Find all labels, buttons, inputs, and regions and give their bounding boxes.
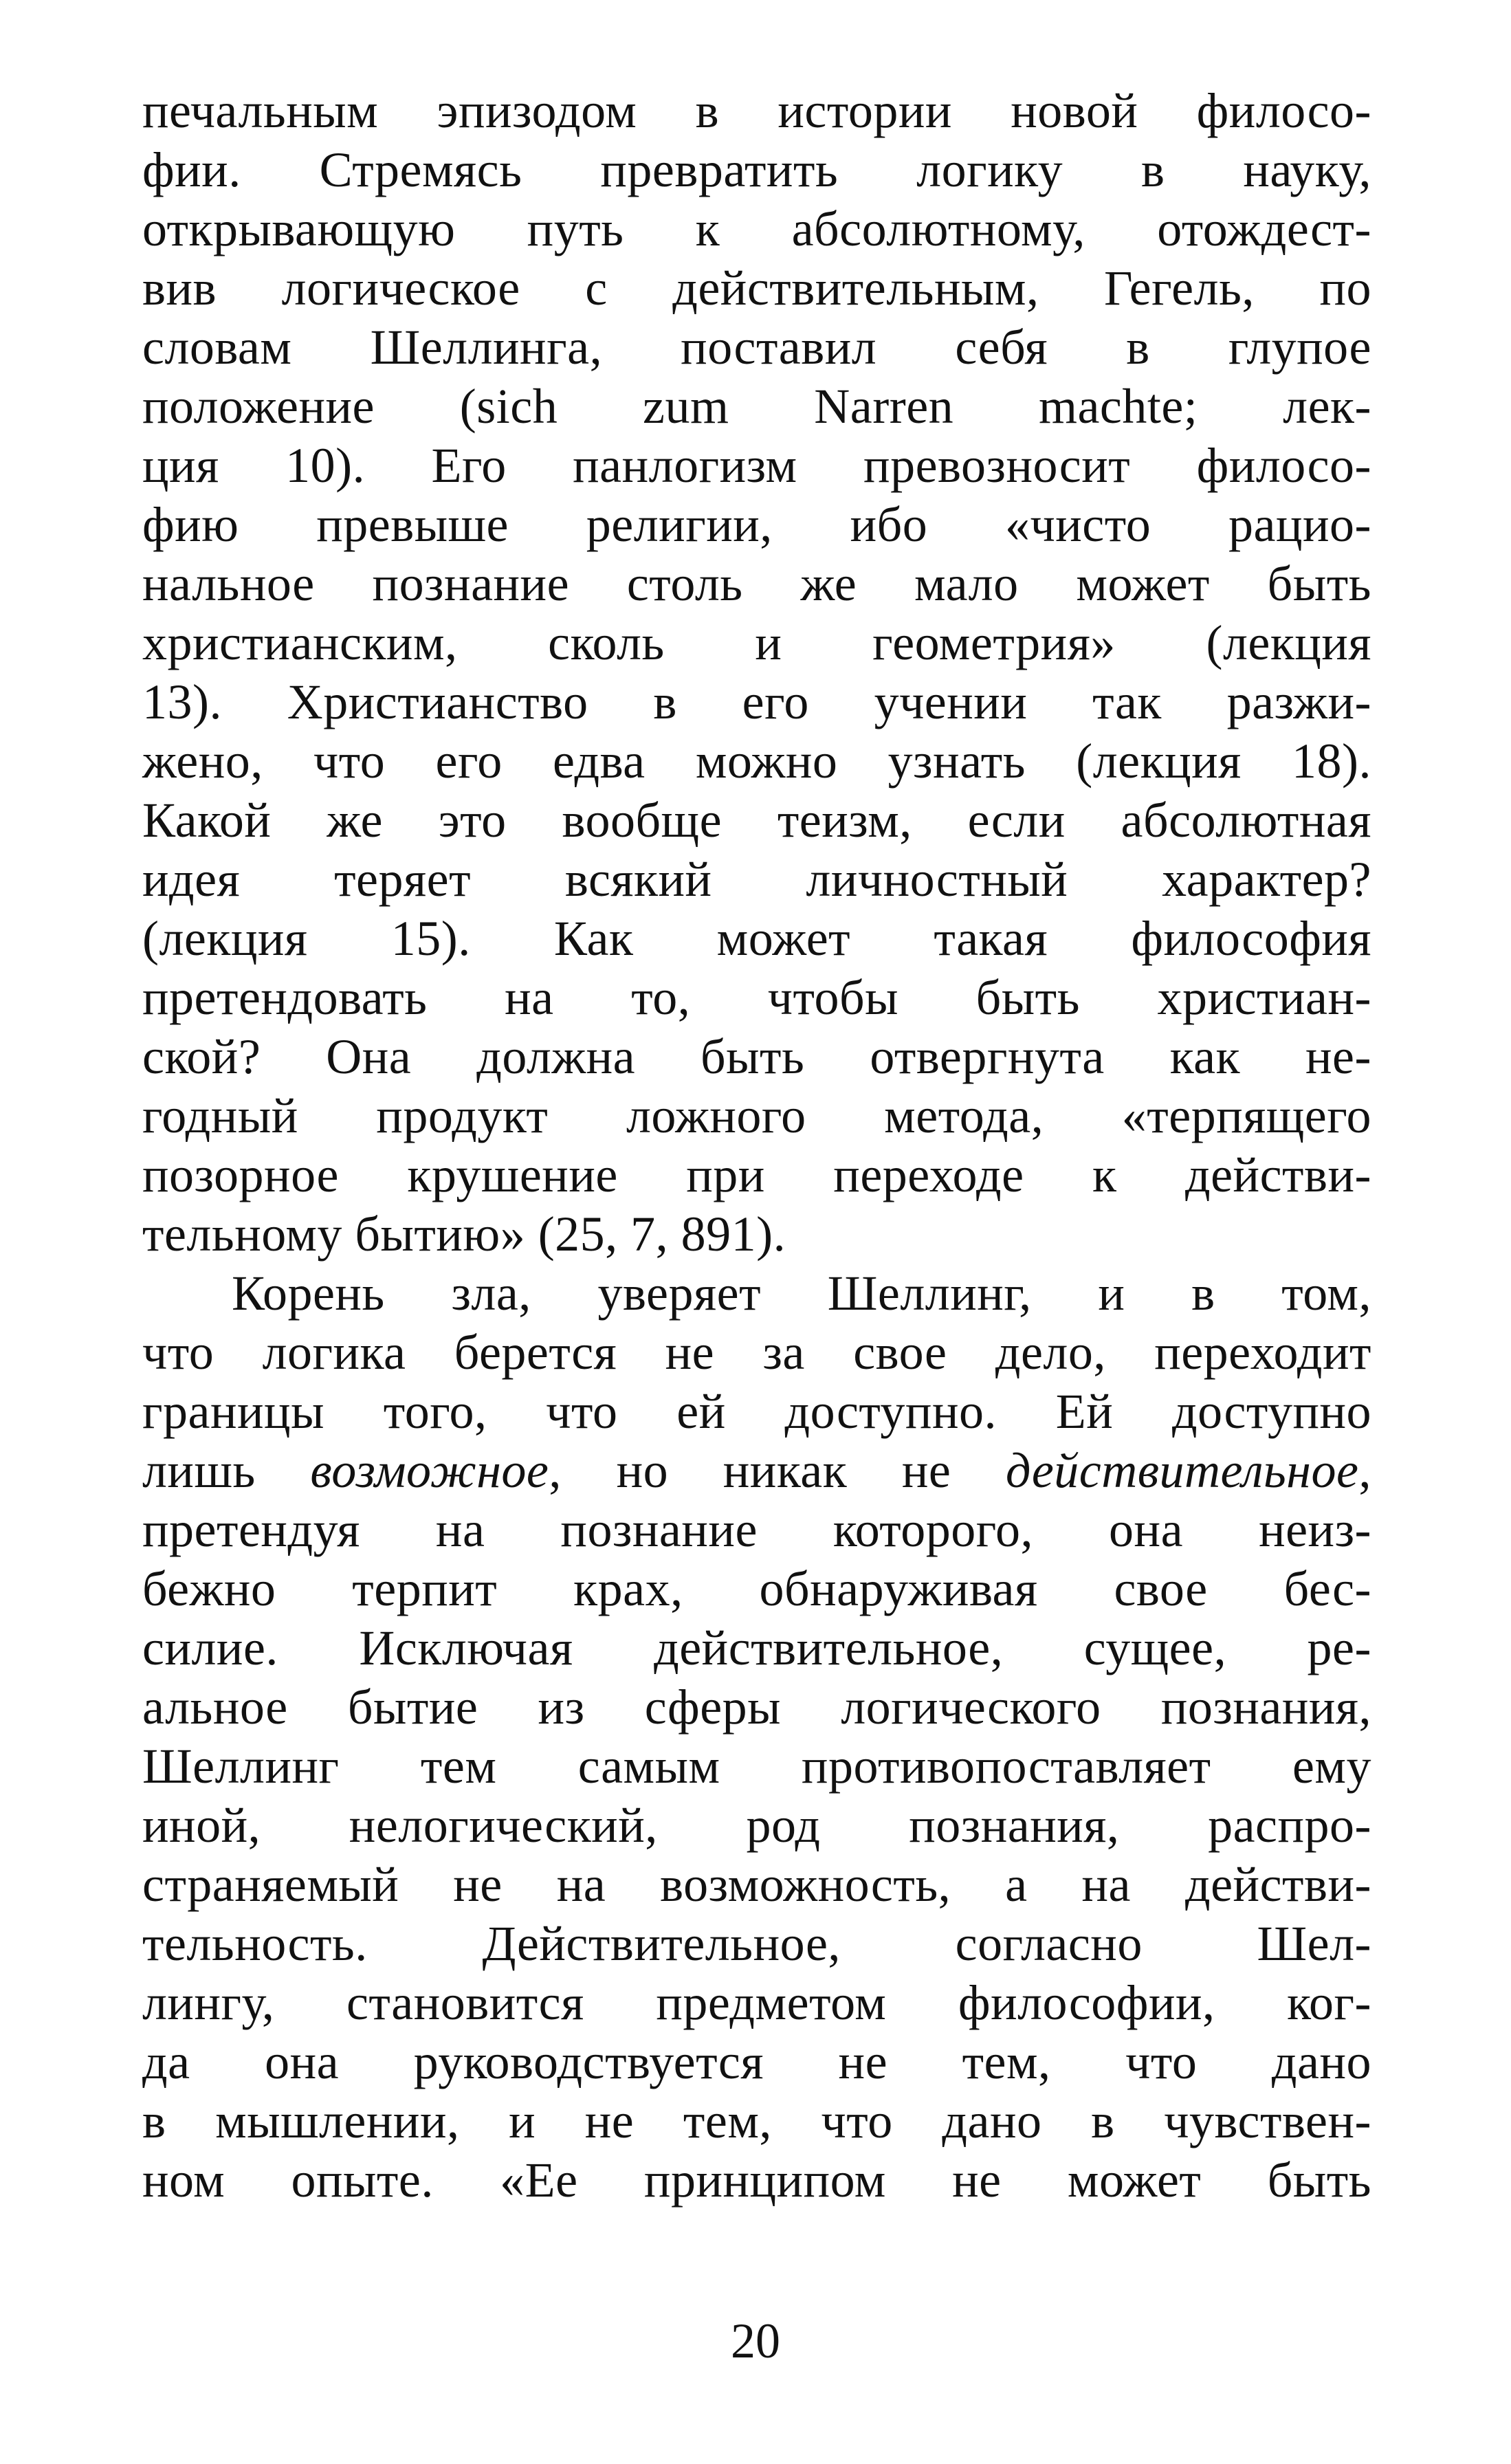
- text-line: претендуя на познание которого, она неиз-: [142, 1502, 1371, 1557]
- text-line: ской? Она должна быть отвергнута как не-: [142, 1029, 1371, 1084]
- text-line: иной, нелогический, род познания, распро-: [142, 1798, 1371, 1853]
- text-line: силие. Исключая действительное, сущее, ре-: [142, 1620, 1371, 1675]
- text-line: тельному бытию» (25, 7, 891).: [142, 1207, 786, 1262]
- text-line: Какой же это вообще теизм, если абсолютная: [142, 793, 1371, 848]
- text-line: христианским, сколь и геометрия» (лекция: [142, 615, 1371, 670]
- text-line: позорное крушение при переходе к действи-: [142, 1147, 1371, 1202]
- text-line: альное бытие из сферы логического познания,: [142, 1680, 1371, 1735]
- paragraph-1: [142, 81, 1371, 1264]
- text-line: жено, что его едва можно узнать (лекция 18).: [142, 734, 1371, 789]
- text-line-with-emphasis: [142, 1441, 1371, 1500]
- page-number: 20: [731, 2313, 780, 2368]
- text-fragment: лишь: [142, 1443, 311, 1498]
- text-line: словам Шеллинга, поставил себя в глупое: [142, 320, 1371, 375]
- text-line: Корень зла, уверяет Шеллинг, и в том,: [232, 1266, 1371, 1321]
- text-line: нальное познание столь же мало может быть: [142, 556, 1371, 611]
- text-line: годный продукт ложного метода, «терпящего: [142, 1088, 1371, 1143]
- text-line: фии. Стремясь превратить логику в науку,: [142, 142, 1371, 197]
- text-line: вив логическое с действительным, Гегель, по: [142, 261, 1371, 316]
- text-fragment: , но никак не: [549, 1443, 1006, 1498]
- text-line: 13). Христианство в его учении так разжи-: [142, 674, 1371, 729]
- text-line: границы того, что ей доступно. Ей доступно: [142, 1384, 1371, 1439]
- emphasis-possible: возможное: [310, 1443, 549, 1498]
- text-line: претендовать на то, чтобы быть христиан-: [142, 970, 1371, 1025]
- emphasis-actual: действительное: [1006, 1443, 1359, 1498]
- text-line: фию превыше религии, ибо «чисто рацио-: [142, 497, 1371, 552]
- paragraph-2: [142, 1264, 1371, 2210]
- text-line: страняемый не на возможность, а на действи-: [142, 1857, 1371, 1912]
- text-line: в мышлении, и не тем, что дано в чувствен-: [142, 2093, 1371, 2148]
- text-line: ция 10). Его панлогизм превозносит филосо-: [142, 438, 1371, 493]
- text-line: лингу, становится предметом философии, ког-: [142, 1975, 1371, 2030]
- text-line: Шеллинг тем самым противопоставляет ему: [142, 1739, 1371, 1794]
- text-line: открывающую путь к абсолютному, отождест-: [142, 201, 1371, 256]
- body-text: [142, 81, 1371, 2210]
- text-line: что логика берется не за свое дело, переходит: [142, 1325, 1371, 1380]
- text-line: ном опыте. «Ее принципом не может быть: [142, 2153, 1371, 2208]
- text-line: (лекция 15). Как может такая философия: [142, 911, 1371, 966]
- text-line: идея теряет всякий личностный характер?: [142, 852, 1371, 907]
- text-line: бежно терпит крах, обнаруживая свое бес-: [142, 1561, 1371, 1616]
- text-line: положение (sich zum Narren machte; лек-: [142, 379, 1371, 434]
- text-line: да она руководствуется не тем, что дано: [142, 2034, 1371, 2089]
- text-fragment: ,: [1358, 1443, 1371, 1498]
- text-line: тельность. Действительное, согласно Шел-: [142, 1916, 1371, 1971]
- text-line: печальным эпизодом в истории новой филосо-: [142, 83, 1371, 138]
